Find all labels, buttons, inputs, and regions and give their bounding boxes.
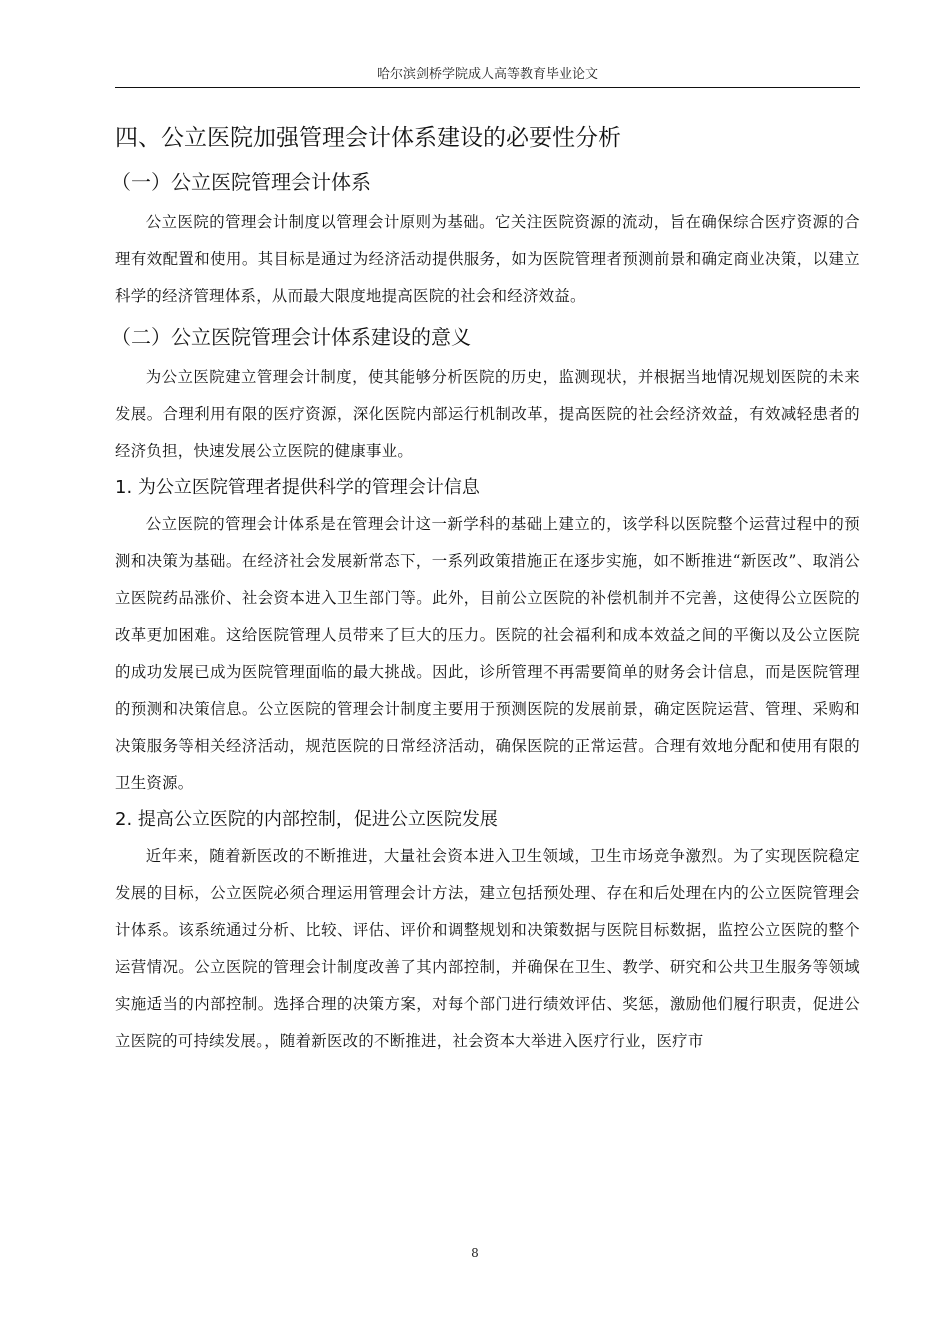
section-1-paragraph: 公立医院的管理会计制度以管理会计原则为基础。它关注医院资源的流动，旨在确保综合医疗资源的合理有效配置和使用。其目标是通过为经济活动提供服务，如为医院管理者预测前景和确定商业决策，以建立科学的经济管理体系，从而最大限度地提高医院的社会和经济效益。: [115, 213, 860, 305]
section-2-paragraph: 为公立医院建立管理会计制度，使其能够分析医院的历史，监测现状，并根据当地情况规划医院的未来发展。合理利用有限的医疗资源，深化医院内部运行机制改革，提高医院的社会经济效益，有效减轻患者的经济负担，快速发展公立医院的健康事业。: [115, 368, 860, 460]
running-header: 哈尔滨剑桥学院成人高等教育毕业论文: [376, 67, 598, 82]
subsection-2-paragraph: 近年来，随着新医改的不断推进，大量社会资本进入卫生领域，卫生市场竞争激烈。为了实现医院稳定发展的目标，公立医院必须合理运用管理会计方法，建立包括预处理、存在和后处理在内的公立医院管理会计体系。该系统通过分析、比较、评估、评价和调整规划和决策数据与医院目标数据，监控公立医院的整个运营情况。公立医院的管理会计制度改善了其内部控制，并确保在卫生、教学、研究和公共卫生服务等领域实施适当的内部控制。选择合理的决策方案，对每个部门进行绩效评估、奖惩，激励他们履行职责，促进公立医院的可持续发展。，随着新医改的不断推进，社会资本大举进入医疗行业，医疗市: [115, 847, 860, 1050]
section-heading-2: （二）公立医院管理会计体系建设的意义: [111, 325, 471, 349]
subsection-heading-1: 1. 为公立医院管理者提供科学的管理会计信息: [115, 477, 480, 498]
chapter-heading: 四、公立医院加强管理会计体系建设的必要性分析: [115, 125, 621, 151]
section-heading-1: （一）公立医院管理会计体系: [111, 170, 371, 194]
page-number: 8: [471, 1246, 479, 1260]
subsection-heading-2: 2. 提高公立医院的内部控制，促进公立医院发展: [115, 809, 498, 830]
subsection-1-paragraph: 公立医院的管理会计体系是在管理会计这一新学科的基础上建立的，该学科以医院整个运营过程中的预测和决策为基础。在经济社会发展新常态下，一系列政策措施正在逐步实施，如不断推进“新医改”、取消公立医院药品涨价、社会资本进入卫生部门等。此外，目前公立医院的补偿机制并不完善，这使得公立医院的改革更加困难。这给医院管理人员带来了巨大的压力。医院的社会福利和成本效益之间的平衡以及公立医院的成功发展已成为医院管理面临的最大挑战。因此，诊所管理不再需要简单的财务会计信息，而是医院管理的预测和决策信息。公立医院的管理会计制度主要用于预测医院的发展前景，确定医院运营、管理、采购和决策服务等相关经济活动，规范医院的日常经济活动，确保医院的正常运营。合理有效地分配和使用有限的卫生资源。: [115, 515, 860, 792]
header-rule: [115, 87, 860, 88]
document-body: [111, 118, 860, 1060]
